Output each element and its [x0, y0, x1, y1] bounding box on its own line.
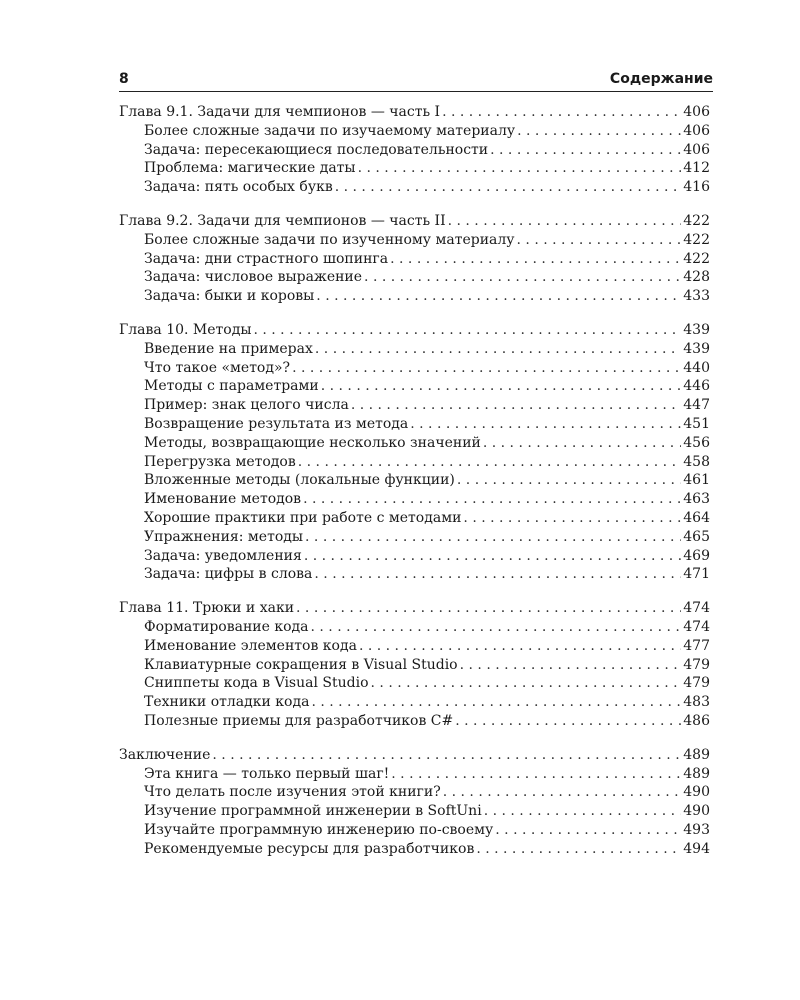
toc-chapter-group — [119, 321, 710, 584]
toc-chapter-title: Глава 11. Трюки и хаки — [119, 600, 295, 617]
toc-entry-title: Задача: уведомления — [144, 547, 302, 564]
toc-entry[interactable] — [119, 287, 710, 306]
dot-leader — [364, 268, 681, 287]
toc-page-number: 456 — [683, 434, 710, 451]
toc-page-number: 458 — [683, 453, 710, 470]
toc-entry[interactable] — [119, 765, 710, 784]
toc-chapter-entry[interactable] — [119, 746, 710, 765]
dot-leader — [463, 509, 681, 528]
dot-leader — [298, 453, 682, 472]
dot-leader — [371, 674, 682, 693]
dot-leader — [296, 599, 681, 618]
toc-page-number: 439 — [683, 340, 710, 357]
toc-page-number: 463 — [683, 491, 710, 508]
toc-page-number: 422 — [683, 212, 710, 229]
toc-entry-title: Методы, возвращающие несколько значений — [144, 434, 481, 451]
toc-page-number: 489 — [683, 746, 710, 763]
toc-page-number: 461 — [683, 472, 710, 489]
toc-page-number: 486 — [683, 712, 710, 729]
toc-entry-title: Клавиатурные сокращения в Visual Studio — [144, 656, 458, 673]
toc-page-number: 439 — [683, 321, 710, 338]
toc-entry[interactable] — [119, 712, 710, 731]
dot-leader — [311, 693, 681, 712]
toc-entry[interactable] — [119, 509, 710, 528]
dot-leader — [442, 103, 681, 122]
toc-chapter-group — [119, 103, 710, 197]
toc-entry-title: Что делать после изучения этой книги? — [144, 784, 441, 801]
toc-entry-title: Сниппеты кода в Visual Studio — [144, 675, 369, 692]
dot-leader — [358, 159, 682, 178]
toc-entry-title: Эта книга — только первый шаг! — [144, 765, 390, 782]
toc-page-number: 483 — [683, 694, 710, 711]
toc-entry[interactable] — [119, 359, 710, 378]
toc-entry-title: Задача: пересекающиеся последовательности — [144, 141, 489, 158]
toc-entry[interactable] — [119, 618, 710, 637]
toc-entry[interactable] — [119, 159, 710, 178]
table-of-contents — [119, 103, 710, 873]
toc-page-number: 406 — [683, 104, 710, 120]
toc-entry[interactable] — [119, 377, 710, 396]
toc-page-number: 465 — [683, 528, 710, 545]
toc-entry[interactable] — [119, 141, 710, 160]
toc-page-number: 433 — [683, 288, 710, 305]
dot-leader — [455, 712, 681, 731]
toc-entry[interactable] — [119, 415, 710, 434]
toc-page-number: 477 — [683, 637, 710, 654]
dot-leader — [359, 637, 681, 656]
toc-entry-title: Форматирование кода — [144, 618, 309, 635]
dot-leader — [253, 321, 681, 340]
toc-entry[interactable] — [119, 122, 710, 141]
dot-leader — [315, 340, 681, 359]
toc-chapter-entry[interactable] — [119, 321, 710, 340]
toc-entry-title: Возвращение результата из метода — [144, 415, 409, 432]
toc-page-number: 479 — [683, 675, 710, 692]
page-number: 8 — [119, 71, 129, 87]
toc-page-number: 440 — [683, 359, 710, 376]
toc-entry-title: Вложенные методы (локальные функции) — [144, 472, 455, 489]
dot-leader — [410, 415, 681, 434]
dot-leader — [457, 471, 681, 490]
toc-entry[interactable] — [119, 250, 710, 269]
toc-entry[interactable] — [119, 656, 710, 675]
toc-entry-title: Хорошие практики при работе с методами — [144, 509, 462, 526]
toc-entry-title: Именование методов — [144, 491, 302, 508]
toc-entry[interactable] — [119, 434, 710, 453]
toc-chapter-entry[interactable] — [119, 599, 710, 618]
toc-entry[interactable] — [119, 637, 710, 656]
dot-leader — [460, 656, 682, 675]
dot-leader — [321, 377, 682, 396]
toc-chapter-title: Глава 10. Методы — [119, 321, 252, 338]
toc-entry-title: Именование элементов кода — [144, 637, 357, 654]
toc-entry-title: Полезные приемы для разработчиков C# — [144, 712, 454, 729]
toc-entry[interactable] — [119, 490, 710, 509]
dot-leader — [311, 618, 682, 637]
dot-leader — [305, 528, 681, 547]
toc-entry[interactable] — [119, 396, 710, 415]
toc-entry-title: Изучение программной инженерии в SoftUni — [144, 803, 482, 820]
toc-page-number: 489 — [683, 765, 710, 782]
toc-entry[interactable] — [119, 821, 710, 840]
toc-entry[interactable] — [119, 547, 710, 566]
dot-leader — [483, 434, 681, 453]
toc-entry-title: Проблема: магические даты — [144, 160, 356, 177]
toc-page-number: 422 — [683, 250, 710, 267]
toc-entry[interactable] — [119, 840, 710, 859]
toc-entry[interactable] — [119, 178, 710, 197]
dot-leader — [517, 122, 681, 141]
toc-chapter-group — [119, 212, 710, 306]
toc-chapter-title: Глава 9.2. Задачи для чемпионов — часть II — [119, 212, 446, 229]
running-title: Содержание — [609, 71, 713, 87]
toc-page-number: 446 — [683, 378, 710, 395]
toc-page-number: 490 — [683, 784, 710, 801]
toc-page-number: 494 — [683, 840, 710, 857]
toc-page-number: 471 — [683, 566, 710, 583]
toc-page-number: 451 — [683, 415, 710, 432]
toc-entry[interactable] — [119, 802, 710, 821]
toc-entry-title: Изучайте программную инженерию по-своему — [144, 821, 494, 838]
dot-leader — [517, 231, 682, 250]
toc-page-number: 422 — [683, 231, 710, 248]
toc-chapter-title: Глава 9.1. Задачи для чемпионов — часть I — [119, 104, 441, 120]
toc-entry-title: Более сложные задачи по изучаемому материалу — [144, 122, 516, 139]
toc-entry[interactable] — [119, 268, 710, 287]
toc-page-number: 469 — [683, 547, 710, 564]
dot-leader — [335, 178, 682, 197]
toc-entry-title: Методы с параметрами — [144, 378, 319, 395]
dot-leader — [448, 212, 682, 231]
toc-entry[interactable] — [119, 693, 710, 712]
toc-entry-title: Рекомендуемые ресурсы для разработчиков — [144, 840, 475, 857]
dot-leader — [490, 141, 681, 160]
toc-page-number: 428 — [683, 269, 710, 286]
toc-page-number: 406 — [683, 122, 710, 139]
toc-chapter-entry[interactable] — [119, 103, 710, 122]
toc-page-number: 412 — [683, 160, 710, 177]
toc-page-number: 479 — [683, 656, 710, 673]
toc-page-number: 490 — [683, 803, 710, 820]
dot-leader — [495, 821, 681, 840]
toc-entry-title: Техники отладки кода — [144, 694, 310, 711]
dot-leader — [292, 359, 681, 378]
toc-chapter-title: Заключение — [119, 746, 211, 763]
toc-entry[interactable] — [119, 453, 710, 472]
toc-page-number: 406 — [683, 141, 710, 158]
toc-entry-title: Упражнения: методы — [144, 528, 304, 545]
dot-leader — [303, 490, 681, 509]
toc-entry-title: Более сложные задачи по изученному материалу — [144, 231, 515, 248]
toc-entry[interactable] — [119, 231, 710, 250]
dot-leader — [390, 250, 681, 269]
toc-chapter-group — [119, 599, 710, 731]
dot-leader — [304, 547, 681, 566]
toc-entry-title: Задача: дни страстного шопинга — [144, 250, 389, 267]
toc-entry[interactable] — [119, 674, 710, 693]
toc-page-number: 416 — [683, 179, 710, 196]
dot-leader — [484, 802, 682, 821]
toc-page-number: 493 — [683, 821, 710, 838]
toc-entry[interactable] — [119, 783, 710, 802]
toc-entry-title: Введение на примерах — [144, 340, 313, 357]
toc-entry-title: Задача: числовое выражение — [144, 269, 363, 286]
dot-leader — [476, 840, 681, 859]
toc-entry-title: Что такое «метод»? — [144, 359, 291, 376]
toc-entry[interactable] — [119, 565, 710, 584]
toc-page-number: 447 — [683, 397, 710, 414]
toc-entry-title: Задача: быки и коровы — [144, 288, 315, 305]
toc-entry[interactable] — [119, 340, 710, 359]
dot-leader — [314, 565, 681, 584]
toc-entry-title: Задача: пять особых букв — [144, 179, 333, 196]
toc-page-number: 474 — [683, 600, 710, 617]
toc-chapter-group — [119, 746, 710, 859]
dot-leader — [316, 287, 681, 306]
toc-entry-title: Пример: знак целого числа — [144, 397, 349, 414]
dot-leader — [212, 746, 681, 765]
toc-entry[interactable] — [119, 471, 710, 490]
toc-entry[interactable] — [119, 528, 710, 547]
dot-leader — [351, 396, 681, 415]
dot-leader — [443, 783, 682, 802]
page-header — [119, 69, 713, 92]
toc-entry-title: Задача: цифры в слова — [144, 566, 313, 583]
toc-page-number: 464 — [683, 509, 710, 526]
toc-chapter-entry[interactable] — [119, 212, 710, 231]
dot-leader — [391, 765, 681, 784]
toc-page-number: 474 — [683, 618, 710, 635]
toc-entry-title: Перегрузка методов — [144, 453, 296, 470]
